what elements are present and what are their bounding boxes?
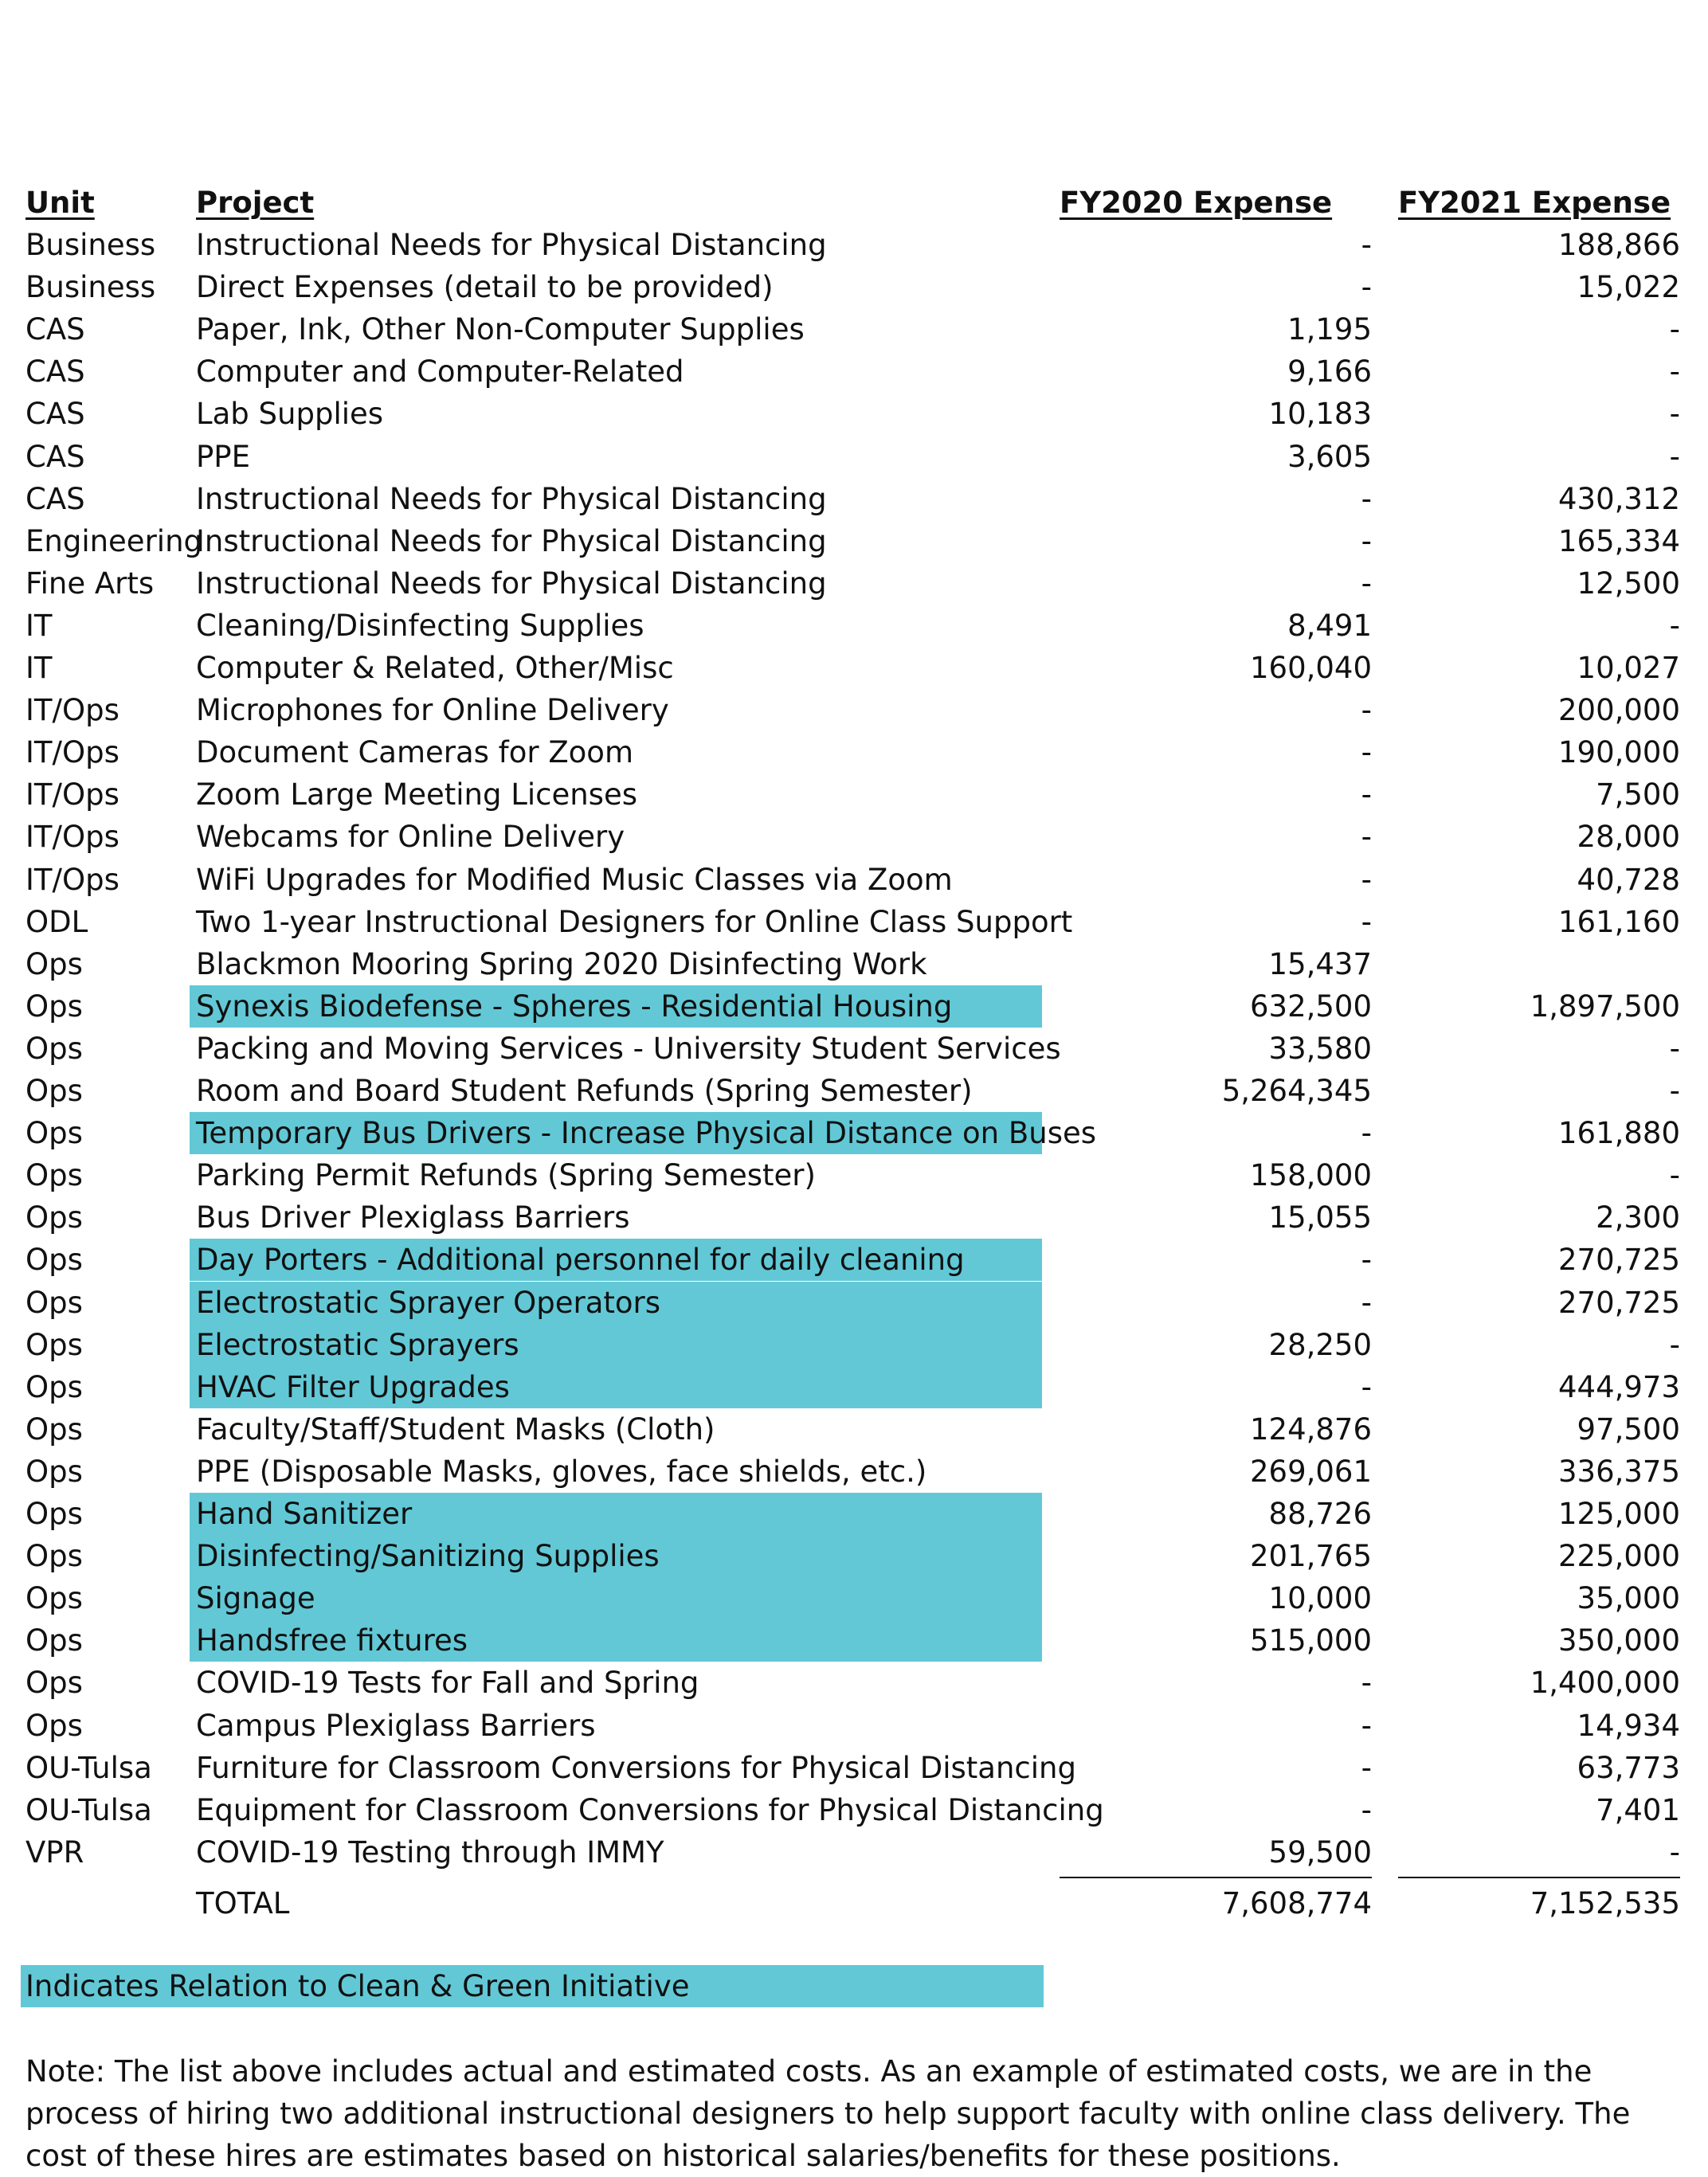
table-row bbox=[0, 1196, 1708, 1239]
cell-fy2020: - bbox=[1361, 735, 1372, 770]
cell-unit: Ops bbox=[25, 1412, 83, 1447]
total-label: TOTAL bbox=[196, 1886, 290, 1921]
cell-fy2020: 201,765 bbox=[1249, 1539, 1372, 1574]
cell-unit: CAS bbox=[25, 439, 85, 474]
cell-project: Electrostatic Sprayer Operators bbox=[190, 1282, 1042, 1324]
cell-fy2020: 28,250 bbox=[1268, 1327, 1372, 1362]
cell-unit: Ops bbox=[25, 1581, 83, 1616]
cell-unit: Ops bbox=[25, 1369, 83, 1404]
cell-unit: CAS bbox=[25, 354, 85, 390]
cell-fy2020: 88,726 bbox=[1268, 1497, 1372, 1531]
cell-fy2021: 28,000 bbox=[1577, 820, 1680, 855]
table-row bbox=[0, 1408, 1708, 1451]
cell-unit: Ops bbox=[25, 1327, 83, 1362]
header-fy2021: FY2021 Expense bbox=[1398, 186, 1671, 220]
cell-fy2020: 8,491 bbox=[1287, 608, 1372, 643]
table-row bbox=[0, 1789, 1708, 1831]
cell-unit: Ops bbox=[25, 1708, 83, 1743]
cell-project: Cleaning/Disinfecting Supplies bbox=[196, 608, 644, 643]
cell-unit: ODL bbox=[25, 904, 88, 939]
cell-unit: Fine Arts bbox=[25, 566, 155, 601]
cell-fy2021: - bbox=[1669, 439, 1680, 474]
cell-unit: CAS bbox=[25, 397, 85, 432]
table-row bbox=[0, 1239, 1708, 1281]
cell-fy2020: - bbox=[1361, 1792, 1372, 1827]
cell-fy2020: - bbox=[1361, 270, 1372, 305]
cell-fy2021 bbox=[1398, 943, 1680, 985]
cell-fy2021: 270,725 bbox=[1557, 1285, 1680, 1320]
table-row bbox=[0, 436, 1708, 478]
table-row bbox=[0, 350, 1708, 393]
cell-fy2021: 10,027 bbox=[1577, 651, 1680, 685]
cell-fy2020: 158,000 bbox=[1249, 1158, 1372, 1193]
table-row bbox=[0, 1154, 1708, 1196]
cell-unit: Ops bbox=[25, 946, 83, 981]
table-row bbox=[0, 1112, 1708, 1154]
cell-unit: Business bbox=[25, 228, 156, 262]
table-row bbox=[0, 1070, 1708, 1112]
cell-fy2020: 632,500 bbox=[1249, 989, 1372, 1024]
cell-fy2020: - bbox=[1361, 1116, 1372, 1151]
cell-project: Microphones for Online Delivery bbox=[196, 693, 669, 728]
table-row bbox=[0, 943, 1708, 985]
cell-fy2021: 200,000 bbox=[1557, 693, 1680, 728]
cell-unit: Ops bbox=[25, 1158, 83, 1193]
cell-project: Synexis Biodefense - Spheres - Residential Housing bbox=[190, 985, 1042, 1028]
table-row bbox=[0, 689, 1708, 731]
cell-project: PPE (Disposable Masks, gloves, face shields, etc.) bbox=[196, 1454, 927, 1489]
cell-project: Zoom Large Meeting Licenses bbox=[196, 777, 637, 812]
cell-fy2021: 12,500 bbox=[1577, 566, 1680, 601]
cell-project: Two 1-year Instructional Designers for Online Class Support bbox=[196, 904, 1073, 939]
cell-project: Disinfecting/Sanitizing Supplies bbox=[190, 1535, 1042, 1577]
table-row bbox=[0, 520, 1708, 562]
table-row bbox=[0, 393, 1708, 435]
header-project: Project bbox=[196, 186, 315, 220]
highlight-legend: Indicates Relation to Clean & Green Initiative bbox=[21, 1965, 1044, 2007]
cell-fy2021: 14,934 bbox=[1577, 1708, 1680, 1743]
cell-fy2021: 350,000 bbox=[1557, 1623, 1680, 1658]
cell-fy2020: 1,195 bbox=[1287, 312, 1372, 347]
cell-fy2020: 10,183 bbox=[1268, 397, 1372, 432]
cell-fy2021: - bbox=[1669, 1327, 1680, 1362]
cell-fy2021: - bbox=[1669, 1074, 1680, 1108]
cell-fy2020: 3,605 bbox=[1287, 439, 1372, 474]
table-row bbox=[0, 1451, 1708, 1493]
cell-fy2020: - bbox=[1361, 1750, 1372, 1785]
cell-fy2021: - bbox=[1669, 312, 1680, 347]
cell-fy2020: - bbox=[1361, 1708, 1372, 1743]
table-row bbox=[0, 1577, 1708, 1619]
cell-fy2020: 9,166 bbox=[1287, 354, 1372, 390]
cell-fy2020: - bbox=[1361, 566, 1372, 601]
cell-fy2020: - bbox=[1361, 481, 1372, 516]
cell-unit: IT bbox=[25, 651, 53, 685]
cell-unit: CAS bbox=[25, 481, 85, 516]
cell-unit: Ops bbox=[25, 1031, 83, 1066]
cell-fy2021: 63,773 bbox=[1577, 1750, 1680, 1785]
table-row bbox=[0, 1493, 1708, 1535]
cell-project: Instructional Needs for Physical Distancing bbox=[196, 228, 827, 262]
fy2021-total-rule bbox=[1398, 1877, 1680, 1878]
cell-fy2021: - bbox=[1669, 397, 1680, 432]
cell-unit: OU-Tulsa bbox=[25, 1750, 152, 1785]
cell-fy2021: 7,401 bbox=[1596, 1792, 1680, 1827]
cell-fy2020: 59,500 bbox=[1268, 1834, 1372, 1870]
table-row bbox=[0, 1747, 1708, 1789]
table-row bbox=[0, 308, 1708, 350]
cell-project: Hand Sanitizer bbox=[190, 1493, 1042, 1535]
cell-fy2020: - bbox=[1361, 228, 1372, 262]
cell-fy2020: - bbox=[1361, 523, 1372, 558]
cell-project: Handsfree fixtures bbox=[190, 1619, 1042, 1662]
cell-fy2020: - bbox=[1361, 862, 1372, 897]
cell-fy2020: - bbox=[1361, 1369, 1372, 1404]
cell-unit: VPR bbox=[25, 1834, 84, 1870]
cell-fy2021: 97,500 bbox=[1577, 1412, 1680, 1447]
cell-unit: Ops bbox=[25, 1666, 83, 1701]
cell-unit: IT/Ops bbox=[25, 735, 119, 770]
header-unit: Unit bbox=[25, 186, 95, 220]
cell-unit: Ops bbox=[25, 1074, 83, 1108]
cell-fy2020: 124,876 bbox=[1249, 1412, 1372, 1447]
cell-fy2021: 40,728 bbox=[1577, 862, 1680, 897]
cell-fy2021: 161,160 bbox=[1557, 904, 1680, 939]
cell-unit: Business bbox=[25, 270, 156, 305]
table-row bbox=[0, 816, 1708, 858]
cell-fy2020: 269,061 bbox=[1249, 1454, 1372, 1489]
cell-unit: IT/Ops bbox=[25, 820, 119, 855]
table-row bbox=[0, 1705, 1708, 1747]
table-row bbox=[0, 266, 1708, 308]
cell-project: Packing and Moving Services - University Student Services bbox=[196, 1031, 1061, 1066]
cell-fy2021: 125,000 bbox=[1557, 1497, 1680, 1531]
cell-project: Day Porters - Additional personnel for daily cleaning bbox=[190, 1239, 1042, 1281]
cell-unit: Engineering bbox=[25, 523, 202, 558]
cell-unit: IT/Ops bbox=[25, 862, 119, 897]
header-fy2020: FY2020 Expense bbox=[1060, 186, 1333, 220]
cell-unit: Ops bbox=[25, 1116, 83, 1151]
cell-project: Electrostatic Sprayers bbox=[190, 1324, 1042, 1366]
cell-fy2021: 225,000 bbox=[1557, 1539, 1680, 1574]
cell-fy2020: - bbox=[1361, 1285, 1372, 1320]
cell-fy2021: - bbox=[1669, 1031, 1680, 1066]
cell-fy2021: 444,973 bbox=[1557, 1369, 1680, 1404]
table-row bbox=[0, 1324, 1708, 1366]
cell-project: Blackmon Mooring Spring 2020 Disinfecting Work bbox=[196, 946, 927, 981]
cell-fy2020: 15,437 bbox=[1268, 946, 1372, 981]
cell-fy2021: 7,500 bbox=[1596, 777, 1680, 812]
cell-unit: Ops bbox=[25, 1497, 83, 1531]
cell-fy2020: 515,000 bbox=[1249, 1623, 1372, 1658]
cell-project: Computer and Computer-Related bbox=[196, 354, 684, 390]
table-row bbox=[0, 731, 1708, 773]
cell-fy2021: - bbox=[1669, 354, 1680, 390]
cell-project: WiFi Upgrades for Modified Music Classes via Zoom bbox=[196, 862, 953, 897]
cell-fy2021: 15,022 bbox=[1577, 270, 1680, 305]
table-row bbox=[0, 859, 1708, 901]
cell-unit: Ops bbox=[25, 1285, 83, 1320]
table-row bbox=[0, 1535, 1708, 1577]
cell-fy2020: - bbox=[1361, 1243, 1372, 1278]
table-row bbox=[0, 647, 1708, 689]
cell-project: HVAC Filter Upgrades bbox=[190, 1366, 1042, 1408]
cell-unit: Ops bbox=[25, 1200, 83, 1235]
table-row bbox=[0, 1028, 1708, 1070]
table-row bbox=[0, 901, 1708, 943]
cell-project: Parking Permit Refunds (Spring Semester) bbox=[196, 1158, 816, 1193]
cell-unit: Ops bbox=[25, 989, 83, 1024]
cell-fy2020: 15,055 bbox=[1268, 1200, 1372, 1235]
cell-unit: IT/Ops bbox=[25, 777, 119, 812]
cell-fy2021: 35,000 bbox=[1577, 1581, 1680, 1616]
cell-project: Instructional Needs for Physical Distancing bbox=[196, 481, 827, 516]
cell-unit: OU-Tulsa bbox=[25, 1792, 152, 1827]
cell-project: Webcams for Online Delivery bbox=[196, 820, 625, 855]
cell-fy2021: 190,000 bbox=[1557, 735, 1680, 770]
table-row bbox=[0, 985, 1708, 1028]
table-row bbox=[0, 773, 1708, 816]
cell-fy2020: - bbox=[1361, 904, 1372, 939]
cell-unit: Ops bbox=[25, 1243, 83, 1278]
cell-unit: IT/Ops bbox=[25, 693, 119, 728]
cell-fy2020: 160,040 bbox=[1249, 651, 1372, 685]
cell-unit: Ops bbox=[25, 1623, 83, 1658]
fy2020-total-rule bbox=[1060, 1877, 1372, 1878]
cell-project: COVID-19 Testing through IMMY bbox=[196, 1834, 664, 1870]
cell-project: Campus Plexiglass Barriers bbox=[196, 1708, 596, 1743]
cell-fy2020: 5,264,345 bbox=[1221, 1074, 1372, 1108]
table-row bbox=[0, 1366, 1708, 1408]
cell-fy2021: 165,334 bbox=[1557, 523, 1680, 558]
cell-project: COVID-19 Tests for Fall and Spring bbox=[196, 1666, 699, 1701]
table-row bbox=[0, 1662, 1708, 1704]
cell-fy2021: - bbox=[1669, 608, 1680, 643]
cell-project: Direct Expenses (detail to be provided) bbox=[196, 270, 774, 305]
cell-project: Lab Supplies bbox=[196, 397, 384, 432]
table-row bbox=[0, 224, 1708, 266]
total-fy2020: 7,608,774 bbox=[1221, 1886, 1372, 1921]
table-row bbox=[0, 562, 1708, 605]
table-header bbox=[0, 182, 1708, 224]
cell-unit: Ops bbox=[25, 1454, 83, 1489]
cell-fy2021: 1,897,500 bbox=[1530, 989, 1680, 1024]
table-row bbox=[0, 1619, 1708, 1662]
cell-project: Document Cameras for Zoom bbox=[196, 735, 633, 770]
cell-fy2020: - bbox=[1361, 820, 1372, 855]
cell-project: Furniture for Classroom Conversions for Physical Distancing bbox=[196, 1750, 1076, 1785]
cell-project: Faculty/Staff/Student Masks (Cloth) bbox=[196, 1412, 715, 1447]
cell-fy2020: 33,580 bbox=[1268, 1031, 1372, 1066]
cell-project: PPE bbox=[196, 439, 251, 474]
total-fy2021: 7,152,535 bbox=[1530, 1886, 1680, 1921]
cell-project: Instructional Needs for Physical Distancing bbox=[196, 523, 827, 558]
cell-fy2021: - bbox=[1669, 1158, 1680, 1193]
cell-project: Temporary Bus Drivers - Increase Physical Distance on Buses bbox=[190, 1112, 1042, 1154]
cell-unit: Ops bbox=[25, 1539, 83, 1574]
cell-project: Computer & Related, Other/Misc bbox=[196, 651, 674, 685]
cell-fy2021: 1,400,000 bbox=[1530, 1666, 1680, 1701]
cell-project: Paper, Ink, Other Non-Computer Supplies bbox=[196, 312, 805, 347]
cell-unit: CAS bbox=[25, 312, 85, 347]
table-row bbox=[0, 478, 1708, 520]
cell-project: Equipment for Classroom Conversions for Physical Distancing bbox=[196, 1792, 1104, 1827]
cell-fy2020: - bbox=[1361, 693, 1372, 728]
cell-fy2021: - bbox=[1669, 1834, 1680, 1870]
cell-fy2021: 188,866 bbox=[1557, 228, 1680, 262]
cell-unit: IT bbox=[25, 608, 53, 643]
total-row bbox=[0, 1882, 1708, 1924]
cell-fy2021: 2,300 bbox=[1596, 1200, 1680, 1235]
cell-fy2021: 270,725 bbox=[1557, 1243, 1680, 1278]
cell-project: Bus Driver Plexiglass Barriers bbox=[196, 1200, 630, 1235]
table-row bbox=[0, 1831, 1708, 1874]
cell-project: Signage bbox=[190, 1577, 1042, 1619]
table-row bbox=[0, 1282, 1708, 1324]
table-row bbox=[0, 605, 1708, 647]
cell-fy2021: 336,375 bbox=[1557, 1454, 1680, 1489]
cell-fy2020: - bbox=[1361, 777, 1372, 812]
cell-fy2020: - bbox=[1361, 1666, 1372, 1701]
cell-fy2020: 10,000 bbox=[1268, 1581, 1372, 1616]
cell-fy2021: 430,312 bbox=[1557, 481, 1680, 516]
cell-project: Instructional Needs for Physical Distancing bbox=[196, 566, 827, 601]
cell-project: Room and Board Student Refunds (Spring Semester) bbox=[196, 1074, 973, 1108]
cell-fy2021: 161,880 bbox=[1557, 1116, 1680, 1151]
note-paragraph: Note: The list above includes actual and estimated costs. As an example of estimated costs, we are in the process of hiring two additional instructional designers to help support faculty with online class delivery. The cost of these hires are estimates based on historical salaries/benefits for these positions. bbox=[25, 2054, 1631, 2173]
